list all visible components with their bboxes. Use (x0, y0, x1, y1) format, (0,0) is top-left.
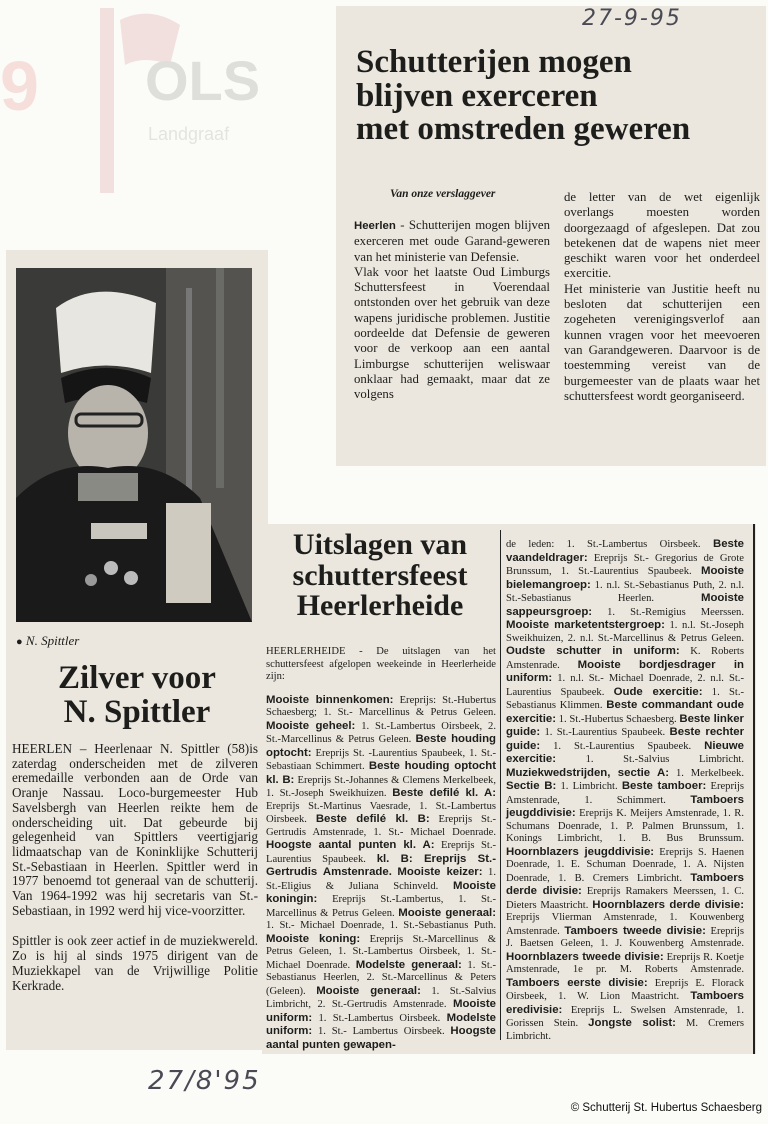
left-article-clipping (6, 250, 268, 1050)
results-column-2: de leden: 1. St.-Lambertus Oirsbeek. Beste vaandeldrager: Ereprijs St.- Gregorius de Grote Brunssum, 1. St.-Laurentius Spaubeek. Mooiste bielemangroep: 1. n.l. St.-Sebastianus Puth, 2. n.l. St.-Sebastianus Heerlen. Mooiste sappeursgroep: 1. St.-Remigius Meerssen. Mooiste marketentstergroep: 1. n.l. St.-Joseph Sweikhuizen, 2. n.l. St.-Marcellinus & Petrus Geleen. Oudste schutter in uniform: K. Roberts Amstenrade. Mooiste bordjesdrager in uniform: 1. n.l. St.- Michael Doenrade, 2. n.l. St.- Laurentius Spaubeek. Oude exercitie: 1. St.-Sebastianus Klimmen. Beste commandant oude exercitie: 1. St.-Hubertus Schaesberg. Beste linker guide: 1. St.-Laurentius Spaubeek. Beste rechter guide: 1. St.-Laurentius Spaubeek. Nieuwe exercitie: 1. St.-Salvius Limbricht. Muziekwedstrijden, sectie A: 1. Merkelbeek. Sectie B: 1. Limbricht. Beste tamboer: Ereprijs Amstenrade, 1. Schimmert. Tamboers jeugddivisie: Ereprijs K. Meijers Amstenrade, 1. R. Schumans Doenrade, 1. P. Palmen Brunssum, 1. Konings Limbricht, 1. B. Bus Brunssum. Hoornblazers jeugddivisie: Ereprijs S. Haenen Doenrade, 1. E. Schuman Doenrade, 1. A. Nijsten Doenrade, 1. B. Cremers Limbricht. Tamboers derde divisie: Ereprijs Ramakers Meerssen, 1. C. Dieters Maastricht. Hoornblazers derde divisie: Ereprijs Vlierman Amstenrade, 1. Kouwenberg Amstenrade. Tamboers tweede divisie: Ereprijs J. Baetsen Geleen, 1. J. Kouwenberg Amstenrade. Hoornblazers tweede divisie: Ereprijs R. Koetje Amstenrade, 1e pr. M. Roberts Amstenrade. Tamboers eerste divisie: Ereprijs E. Florack Oirsbeek, 1. W. Lion Maastricht. Tamboers eredivisie: Ereprijs L. Swelsen Amstenrade, 1. Gorissen Stein. Jongste solist: M. Cremers Limbricht. (506, 538, 745, 1042)
top-article-column-2: de letter van de wet eigenlijk overlangs moesten worden doorgezaagd of afgeslepen. Dat zou betekenen dat de wapens niet meer geschikt waren voor het onderdeel exercitie. Het ministerie van Justitie heeft nu besloten dat schutterijen een zogeheten verenigingsverlof aan kunnen vragen voor het meevoeren van Garandgeweren. Daarvoor is de toestemming vereist van de burgemeester van de plaats waar het schuttersfeest wordt georganiseerd. (564, 190, 760, 403)
byline: Van onze verslaggever (390, 188, 496, 200)
top-article-column-1: Heerlen - Schutterijen mogen blijven exerceren met oude Garand-geweren van het ministerie van Defensie. Vlak voor het laatste Oud Limburgs Schuttersfeest in Voerendaal ontstonden over het gebruik van deze wapens juridische problemen. Justitie oordeelde dat Defensie de geweren voor de verkoop aan een aantal Limburgse schutterijen weliswaar onklaar had gemaakt, maar dat ze volgens (354, 218, 550, 402)
photo-caption: ● N. Spittler (16, 633, 80, 648)
portrait-photo (16, 268, 252, 622)
results-article-clipping (262, 524, 756, 1054)
top-article-clipping (336, 6, 766, 466)
svg-text:9: 9 (0, 47, 39, 125)
bleed-through-watermark (0, 0, 330, 200)
left-article-headline: Zilver voor N. Spittler (58, 660, 216, 730)
results-headline: Uitslagen van schuttersfeest Heerlerheide (292, 528, 468, 623)
handwritten-bottom-date: 27/8'95 (148, 1066, 261, 1096)
handwritten-date: 27-9-95 (582, 6, 682, 31)
svg-text:OLS: OLS (145, 49, 261, 112)
column-divider (500, 530, 501, 1040)
right-border (753, 524, 755, 1054)
results-column-1: HEERLERHEIDE - De uitslagen van het schuttersfeest afgelopen weekeinde in Heerlerheide zijn: Mooiste binnenkomen: Ereprijs: St.-Hubertus Schaesberg; 1. St.- Marcellinus & Petrus Geleen. Mooiste geheel: 1. St.-Lambertus Oirsbeek, 2. St.-Marcellinus & Petrus Geleen. Beste houding optocht: Ereprijs St. -Laurentius Spaubeek, 1. St.-Sebastiaan Schimmert. Beste houding optocht kl. B: Ereprijs St.-Johannes & Clemens Merkelbeek, 1. St.-Joseph Sweikhuizen. Beste defilé kl. A: Ereprijs St.-Martinus Vaesrade, 1. St.-Lambertus Oirsbeek. Beste defilé kl. B: Ereprijs St.- Gertrudis Amstenrade, 1. St.- Michael Doenrade. Hoogste aantal punten kl. A: Ereprijs St.-Laurentius Spaubeek. kl. B: Ereprijs St.- Gertrudis Amstenrade. Mooiste keizer: 1. St.-Eligius & Juliana Schinveld. Mooiste koningin: Ereprijs St.-Lambertus, 1. St.-Marcellinus & Petrus Geleen. Mooiste generaal: 1. St.- Michael Doenrade, 1. St.-Sebastianus Puth. Mooiste koning: Ereprijs St.-Marcellinus & Petrus Geleen, 1. St.-Lambertus Oirsbeek, 1. St.-Michael Doenrade. Modelste generaal: 1. St.-Sebastianus Heerlen, 2. St.-Marcellinus & Peters (Geleen). Mooiste generaal: 1. St.-Salvius Limbricht, 2. St.-Gertrudis Amstenrade. Mooiste uniform: 1. St.-Lambertus Oirsbeek. Modelste uniform: 1. St.- Lambertus Oirsbeek. Hoogste aantal punten gewapen- (266, 646, 497, 1051)
top-article-headline: Schutterijen mogen blijven exerceren met omstreden geweren (356, 44, 691, 148)
copyright-notice: © Schutterij St. Hubertus Schaesberg (570, 1102, 762, 1114)
bullet-icon: ● (16, 636, 23, 648)
left-article-body: HEERLEN – Heerlenaar N. Spittler (58)is zaterdag onderscheiden met de zilveren eremedaille verbonden aan de Orde van Oranje Nassau. Loco-burgemeester Hub Savelsbergh van Heerlen reikte hem de onderscheiding uit. Dat gebeurde bij gelegenheid van Spittlers veertigjarig lidmaatschap van de Koninklijke Schutterij St.-Sebastiaan in Heerlen. Spittler werd in 1977 benoemd tot generaal van de schutterij. Van 1964-1992 was hij secretaris van St.-Sebastiaan, in 1992 werd hij vice-voorzitter. Spittler is ook zeer actief in de muziekwereld. Zo is hij al sinds 1975 dirigent van de Muziekkapel van de Vrijwillige Politie Kerkrade. (12, 741, 258, 993)
svg-text:Landgraaf: Landgraaf (148, 124, 230, 144)
